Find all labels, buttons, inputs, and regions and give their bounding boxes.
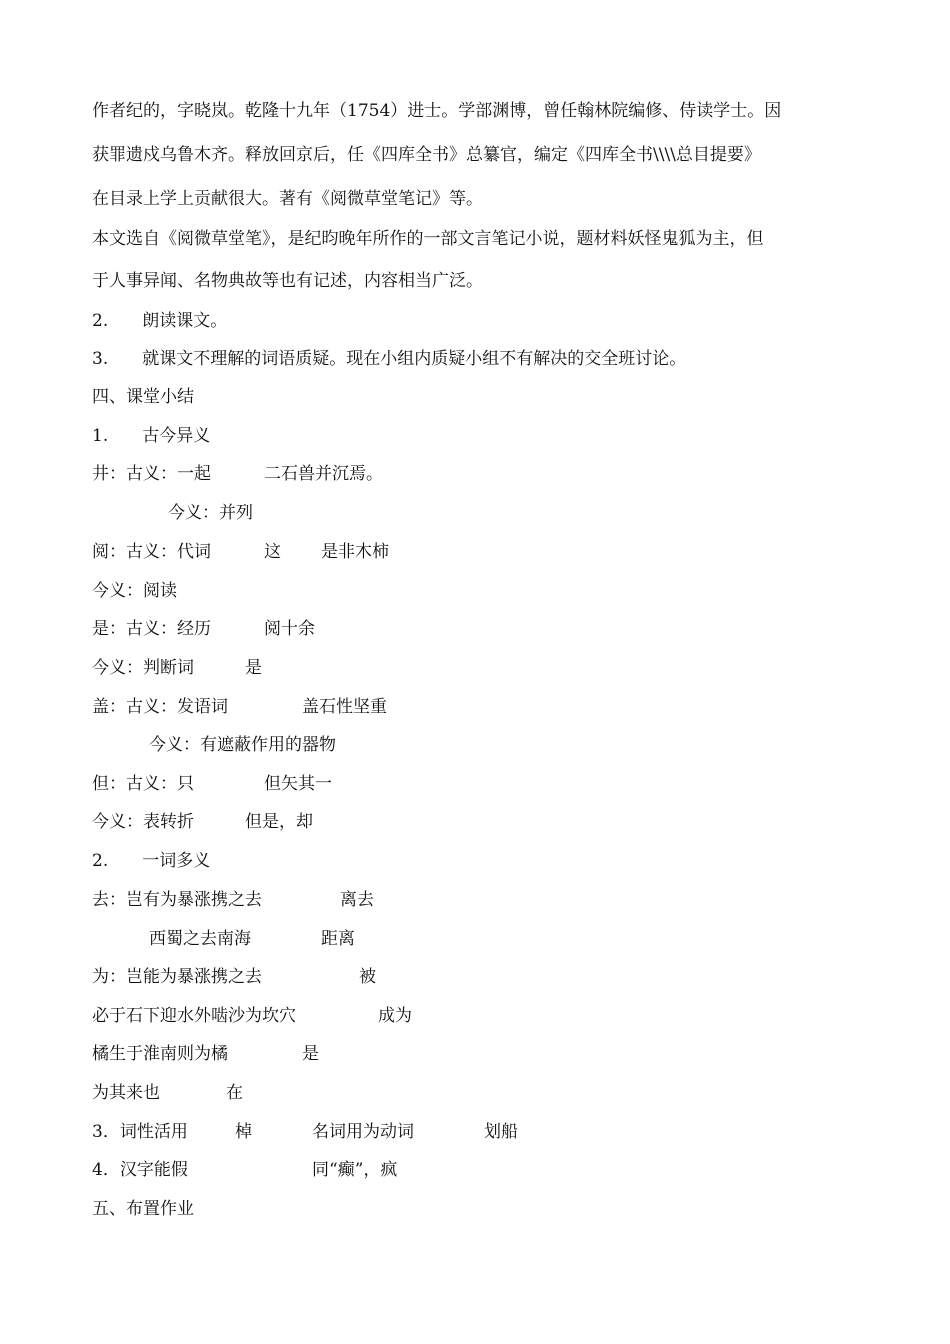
row-example: 盖石性坚重 xyxy=(302,697,387,717)
row-term: 但：古义：只 xyxy=(92,774,194,794)
row-example: 但矢其一 xyxy=(264,774,332,794)
row-term: 2. 一词多义 xyxy=(92,851,211,871)
list-item: 3. 就课文不理解的词语质疑。现在小组内质疑小组不有解决的交全班讨论。 xyxy=(92,349,687,369)
text-line: 获罪遗戍乌鲁木齐。释放回京后，任《四库全书》总纂官，编定《四库全书\\\\总目提要》 xyxy=(92,145,761,165)
row-term: 为：岂能为暴涨携之去 xyxy=(92,967,262,987)
row-meaning: 这 xyxy=(264,542,281,562)
row-term: 今义：并列 xyxy=(168,503,253,523)
row-meaning: 距离 xyxy=(321,929,355,949)
row-meaning: 在 xyxy=(226,1083,243,1103)
row-term: 是：古义：经历 xyxy=(92,619,211,639)
row-example: 棹 xyxy=(235,1122,252,1142)
row-term: 4．汉字能假 xyxy=(92,1160,188,1180)
section-heading: 四、课堂小结 xyxy=(92,387,194,407)
list-item: 2. 朗读课文。 xyxy=(92,311,228,331)
row-meaning: 离去 xyxy=(340,890,374,910)
section-heading xyxy=(92,1198,194,1264)
row-term: 井：古义：一起 xyxy=(92,464,211,484)
row-meaning: 是 xyxy=(302,1044,319,1064)
row-example: 是非木柿 xyxy=(321,542,389,562)
row-meaning: 名词用为动词 xyxy=(312,1122,414,1142)
row-term: 今义：判断词 xyxy=(92,658,194,678)
row-term: 为其来也 xyxy=(92,1083,160,1103)
row-example: 阅十余 xyxy=(264,619,315,639)
row-meaning: 同“癫”，疯 xyxy=(312,1160,398,1180)
text-line: 本文选自《阅微草堂笔》，是纪昀晚年所作的一部文言笔记小说，题材料妖怪鬼狐为主，但 xyxy=(92,229,764,249)
row-translation: 划船 xyxy=(484,1122,518,1142)
row-term: 今义：阅读 xyxy=(92,581,177,601)
row-meaning: 成为 xyxy=(378,1006,412,1026)
row-term: 必于石下迎水外啮沙为坎穴 xyxy=(92,1006,296,1026)
row-term: 五、布置作业 xyxy=(92,1199,194,1219)
row-term: 今义：有遮蔽作用的器物 xyxy=(149,735,336,755)
row-term: 3．词性活用 xyxy=(92,1122,188,1142)
row-term: 阅：古义：代词 xyxy=(92,542,211,562)
row-term: 今义：表转折 xyxy=(92,812,194,832)
row-term: 盖：古义：发语词 xyxy=(92,697,228,717)
text-line: 在目录上学上贡献很大。著有《阅微草堂笔记》等。 xyxy=(92,189,483,209)
row-example: 二石兽并沉焉。 xyxy=(264,464,383,484)
text-line: 于人事异闻、名物典故等也有记述，内容相当广泛。 xyxy=(92,271,483,291)
text-line: 作者纪的，字晓岚。乾隆十九年（1754）进士。学部渊博，曾任翰林院编修、侍读学士。因 xyxy=(92,101,782,121)
row-example: 是 xyxy=(245,658,262,678)
row-term: 去：岂有为暴涨携之去 xyxy=(92,890,262,910)
row-example: 但是，却 xyxy=(245,812,313,832)
row-term: 西蜀之去南海 xyxy=(149,929,251,949)
row-term: 橘生于淮南则为橘 xyxy=(92,1044,228,1064)
subsection-heading: 1. 古今异义 xyxy=(92,426,211,446)
row-meaning: 被 xyxy=(359,967,376,987)
